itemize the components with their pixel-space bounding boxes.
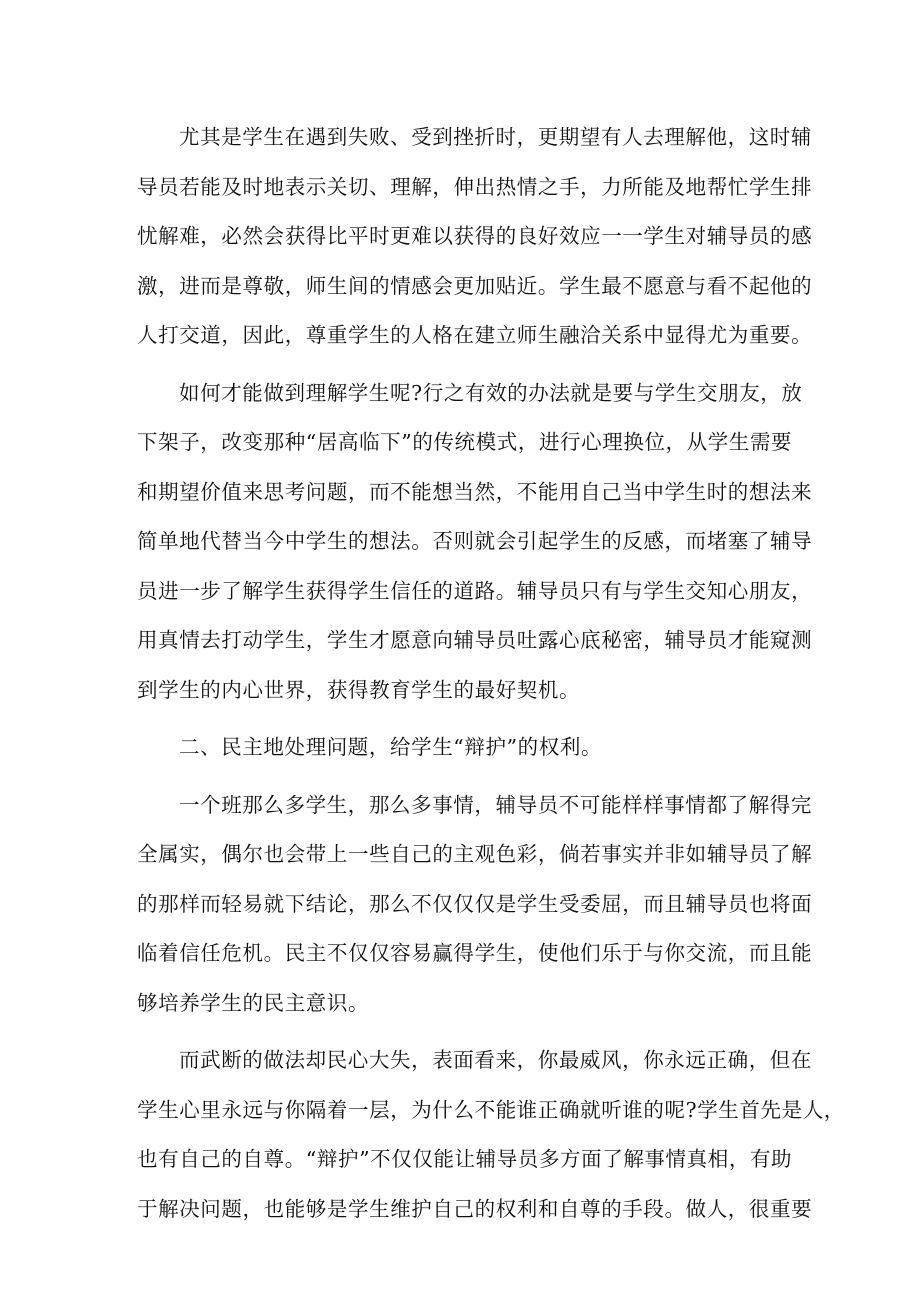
text-line: 一个班那么多学生，那么多事情，辅导员不可能样样事情都了解得完 [179, 792, 812, 817]
document-body [137, 113, 845, 1242]
text-line: 用真情去打动学生，学生才愿意向辅导员吐露心底秘密，辅导员才能窥测 [137, 628, 813, 652]
text-line: 于解决问题，也能够是学生维护自己的权利和自尊的手段。做人，很重要 [137, 1196, 813, 1221]
text-line: 忧解难，必然会获得比平时更难以获得的良好效应一一学生对辅导员的感 [137, 224, 813, 248]
text-line: 全属实，偶尔也会带上一些自己的主观色彩，倘若事实并非如辅导员了解 [137, 842, 813, 866]
text-line: 如何才能做到理解学生呢?行之有效的办法就是要与学生交朋友，放 [179, 380, 803, 405]
text-line: 导员若能及时地表示关切、理解，伸出热情之手，力所能及地帮忙学生排 [137, 174, 813, 199]
text-line: 到学生的内心世界，获得教育学生的最好契机。 [137, 677, 581, 702]
text-line: 员进一步了解学生获得学生信任的道路。辅导员只有与学生交知心朋友， [137, 578, 813, 603]
text-line: 够培养学生的民主意识。 [137, 990, 370, 1015]
text-line: 学生心里永远与你隔着一层，为什么不能谁正确就听谁的呢?学生首先是人， [137, 1097, 845, 1122]
text-line: 的那样而轻易就下结论，那么不仅仅仅是学生受委屈，而且辅导员也将面 [137, 891, 813, 916]
text-line: 人打交道，因此，尊重学生的人格在建立师生融洽关系中显得尤为重要。 [137, 323, 813, 347]
paragraph-4 [137, 1036, 845, 1234]
text-line: 临着信任危机。民主不仅仅容易赢得学生，使他们乐于与你交流，而且能 [137, 941, 813, 965]
text-line: 也有自己的自尊。“辩护”不仅仅能让辅导员多方面了解事情真相，有助 [137, 1147, 793, 1171]
heading-line: 二、民主地处理问题，给学生“辩护”的权利。 [179, 735, 603, 759]
text-line: 下架子，改变那种“居高临下”的传统模式，进行心理换位，从学生需要 [137, 430, 793, 454]
text-line: 尤其是学生在遇到失败、受到挫折时，更期望有人去理解他，这时辅 [179, 125, 812, 149]
paragraph-3 [137, 781, 813, 1029]
text-line: 和期望价值来思考问题，而不能想当然，不能用自己当中学生时的想法来 [137, 479, 813, 504]
paragraph-2 [137, 369, 813, 716]
paragraph-1 [137, 113, 813, 361]
text-line: 而武断的做法却民心大失，表面看来，你最威风，你永远正确，但在 [179, 1048, 812, 1072]
section-heading [137, 723, 788, 773]
text-line: 简单地代替当今中学生的想法。否则就会引起学生的反感，而堵塞了辅导 [137, 529, 813, 553]
text-line: 激，进而是尊敬，师生间的情感会更加贴近。学生最不愿意与看不起他的 [137, 273, 813, 298]
